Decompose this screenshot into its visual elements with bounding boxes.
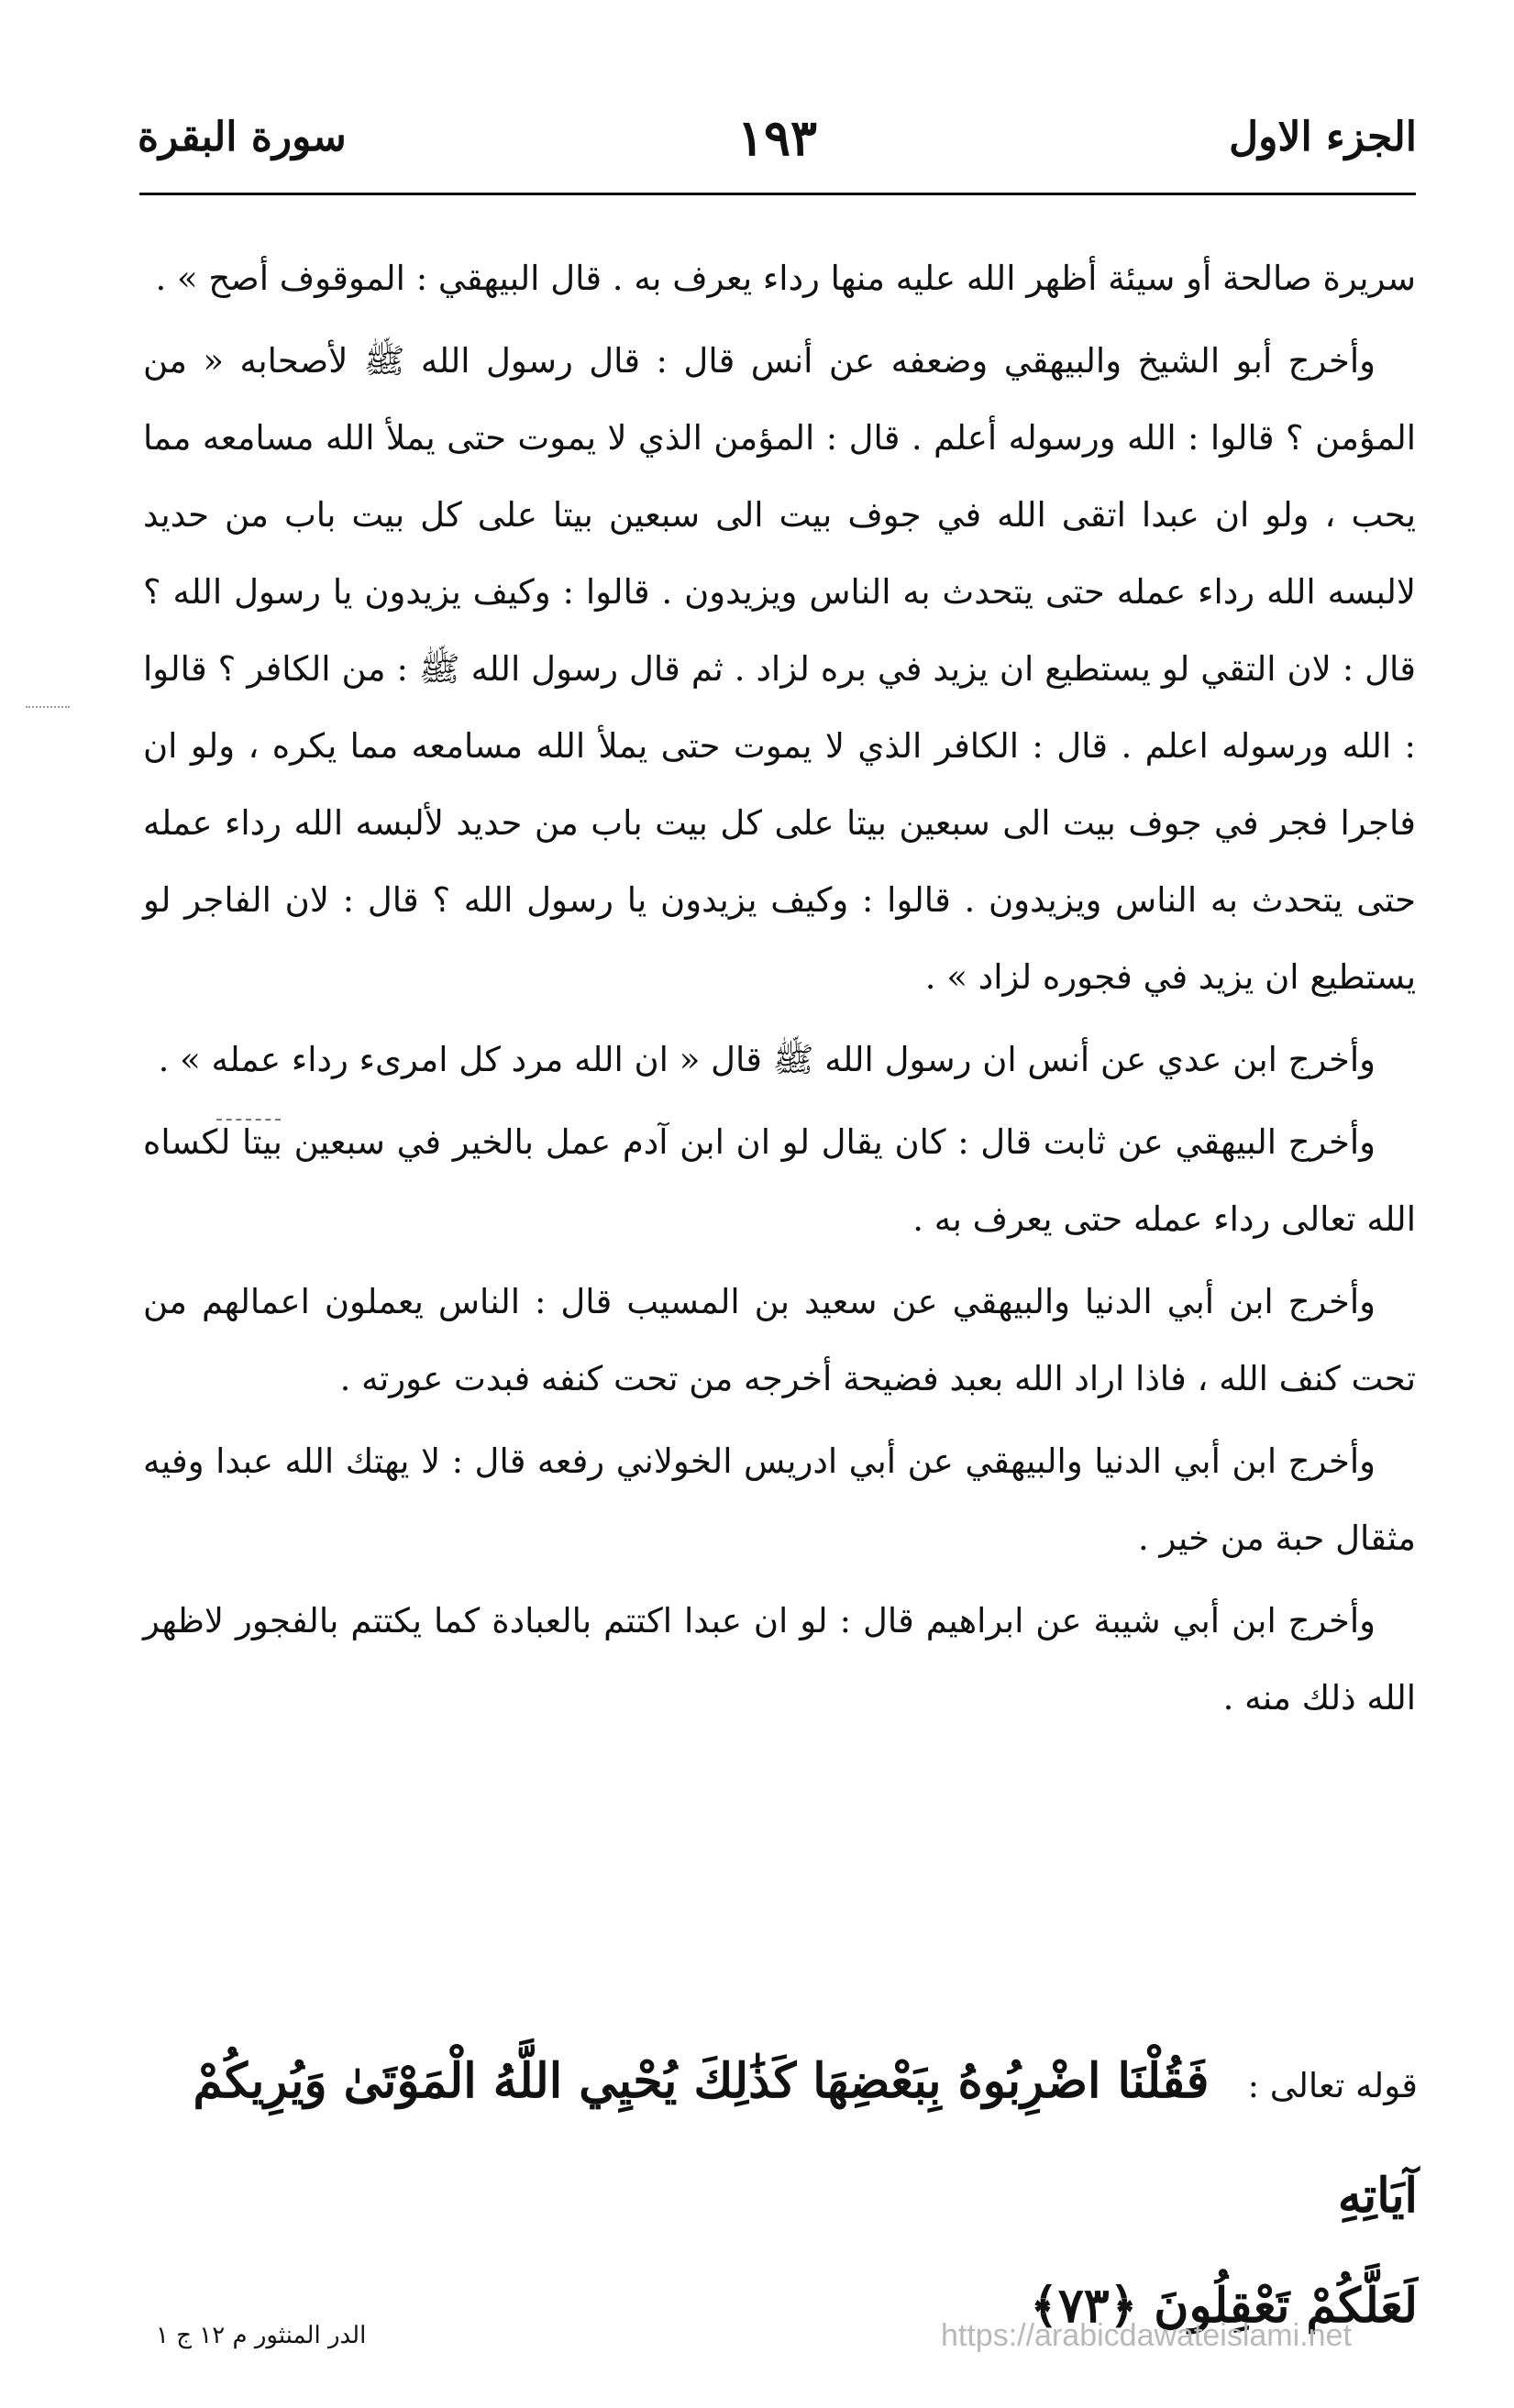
scan-speck (26, 706, 70, 712)
paragraph-1: سريرة صالحة أو سيئة أظهر الله عليه منها رداء يعرف به . قال البيهقي : الموقوف أصح » . (155, 259, 1416, 298)
watermark-url: https://arabicdawateislami.net (941, 2318, 1352, 2353)
verse-line-1: فَقُلْنَا اضْرِبُوهُ بِبَعْضِهَا كَذَٰلِكَ يُحْيِي اللَّهُ الْمَوْتَىٰ وَيُرِيكُمْ آيَاتِهِ (193, 2053, 1418, 2224)
paragraph-6: وأخرج ابن أبي الدنيا والبيهقي عن أبي ادريس الخولاني رفعه قال : لا يهتك الله عبدا وفيه مثقال حبة من خير . (143, 1441, 1416, 1558)
paragraph-3: وأخرج ابن عدي عن أنس ان رسول الله ﷺ قال « ان الله مرد كل امرىء رداء عمله » . (158, 1040, 1376, 1079)
quran-verse (143, 2027, 1418, 2361)
paragraph-4: وأخرج البيهقي عن ثابت قال : كان يقال لو ان ابن آدم عمل بالخير في سبعين بيتا لكساه الله تعالى رداء عمله حتى يعرف به . (143, 1122, 1416, 1239)
surah-title: سورة البقرة (138, 114, 347, 160)
paragraph-2: وأخرج أبو الشيخ والبيهقي وضعفه عن أنس قال : قال رسول الله ﷺ لأصحابه « من المؤمن ؟ قالوا : الله ورسوله أعلم . قال : المؤمن الذي لا يموت حتى يملأ الله مسامعه مما يحب ، ولو ان عبدا اتقى الله في جوف بيت الى سبعين بيتا على كل بيت باب من حديد لالبسه الله رداء عمله حتى يتحدث به الناس ويزيدون . قالوا : وكيف يزيدون يا رسول الله ؟ قال : لان التقي لو يستطيع ان يزيد في بره لزاد . ثم قال رسول الله ﷺ : من الكافر ؟ قالوا : الله ورسوله اعلم . قال : الكافر الذي لا يموت حتى يملأ الله مسامعه مما يكره ، ولو ان فاجرا فجر في جوف بيت الى سبعين بيتا على كل بيت باب من حديد لألبسه الله رداء عمله حتى يتحدث به الناس ويزيدون . قالوا : وكيف يزيدون يا رسول الله ؟ قال : لان الفاجر لو يستطيع ان يزيد في فجوره لزاد » . (143, 341, 1416, 997)
verse-line-2: لَعَلَّكُمْ تَعْقِلُونَ ﴿٧٣﴾ (1030, 2278, 1418, 2334)
page-header (138, 108, 1417, 182)
volume-title: الجزء الاول (1229, 114, 1417, 160)
paragraph-5: وأخرج ابن أبي الدنيا والبيهقي عن سعيد بن المسيب قال : الناس يعملون اعمالهم من تحت كنف الله ، فاذا اراد الله بعبد فضيحة أخرجه من تحت كنفه فبدت عورته . (143, 1282, 1416, 1398)
body-text (143, 240, 1416, 1742)
footer-note: الدر المنثور م ١٢ ج ١ (156, 2322, 367, 2349)
verse-label: قوله تعالى : (1247, 2066, 1418, 2105)
page-number: ١٩٣ (736, 108, 818, 167)
paragraph-7: وأخرج ابن أبي شيبة عن ابراهيم قال : لو ان عبدا اكتتم بالعبادة كما يكتتم بالفجور لاظهر الله ذلك منه . (143, 1601, 1416, 1718)
header-rule (139, 193, 1416, 195)
